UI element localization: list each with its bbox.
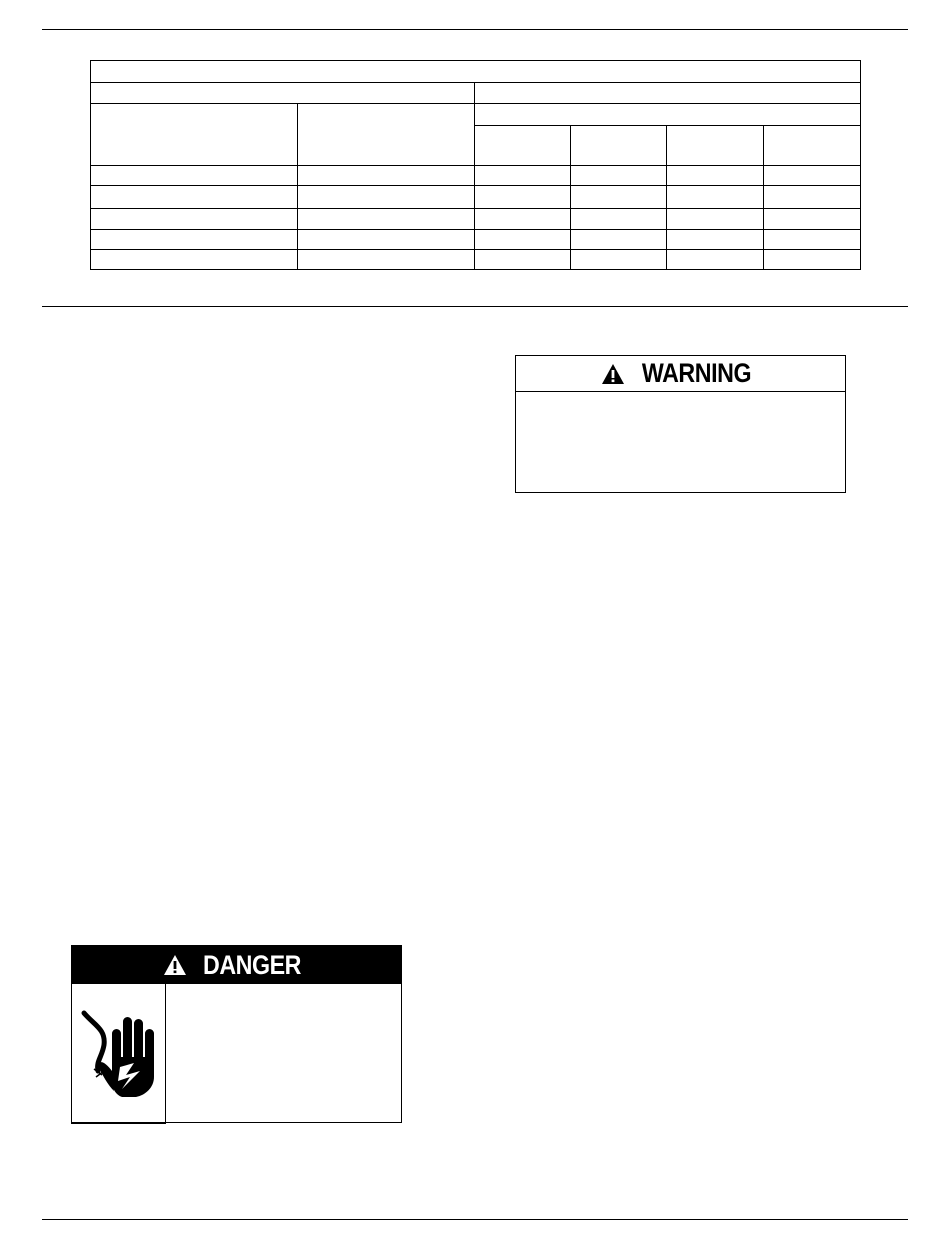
table-cell (571, 186, 667, 209)
warning-header (516, 356, 845, 392)
warning-signal-word: WARNING (641, 358, 752, 388)
table-cell (475, 83, 861, 104)
table-cell (571, 250, 667, 270)
danger-body (72, 984, 401, 1122)
table-cell (475, 104, 861, 126)
table-cell (475, 186, 571, 209)
table-cell (764, 209, 861, 230)
table-cell (764, 250, 861, 270)
table-cell (91, 83, 475, 104)
danger-symbol-cell (72, 984, 166, 1122)
table-cell (475, 230, 571, 250)
table-cell (667, 186, 764, 209)
warning-triangle-icon (601, 363, 625, 385)
table-cell (764, 230, 861, 250)
table-cell (298, 209, 475, 230)
table-cell (298, 186, 475, 209)
electrical-shock-hand-icon (76, 1005, 162, 1101)
table-cell (91, 166, 298, 186)
table-cell (667, 126, 764, 166)
table-cell (298, 230, 475, 250)
danger-box (71, 945, 402, 1123)
table-cell (667, 209, 764, 230)
table-cell (571, 230, 667, 250)
table-cell (475, 126, 571, 166)
table-cell (764, 126, 861, 166)
top-divider (42, 29, 908, 30)
table-cell (91, 209, 298, 230)
table-cell (571, 166, 667, 186)
table-cell (91, 61, 861, 83)
table-cell (91, 230, 298, 250)
table-header-row (91, 83, 861, 104)
table-cell (571, 126, 667, 166)
table-cell (475, 209, 571, 230)
table-cell (298, 166, 475, 186)
table-title-row (91, 61, 861, 83)
table-row (91, 250, 861, 270)
danger-header (72, 946, 401, 984)
table-cell (475, 166, 571, 186)
danger-symbol-underline (71, 1122, 166, 1124)
danger-text (166, 984, 401, 1122)
warning-box (515, 355, 846, 493)
table-cell (91, 104, 298, 166)
table-header-row (91, 104, 861, 126)
table-cell (764, 166, 861, 186)
table-cell (667, 166, 764, 186)
table-row (91, 230, 861, 250)
footer-divider (42, 1219, 908, 1220)
section-divider (42, 306, 908, 307)
table-cell (298, 250, 475, 270)
specification-table (90, 60, 861, 270)
table-row (91, 209, 861, 230)
warning-triangle-icon (163, 954, 187, 976)
table-row (91, 166, 861, 186)
table-cell (764, 186, 861, 209)
table-cell (91, 186, 298, 209)
table-cell (667, 230, 764, 250)
table-cell (475, 250, 571, 270)
danger-signal-word: DANGER (203, 949, 302, 980)
table-cell (571, 209, 667, 230)
table-cell (91, 250, 298, 270)
table-cell (298, 104, 475, 166)
table-row (91, 186, 861, 209)
table-cell (667, 250, 764, 270)
